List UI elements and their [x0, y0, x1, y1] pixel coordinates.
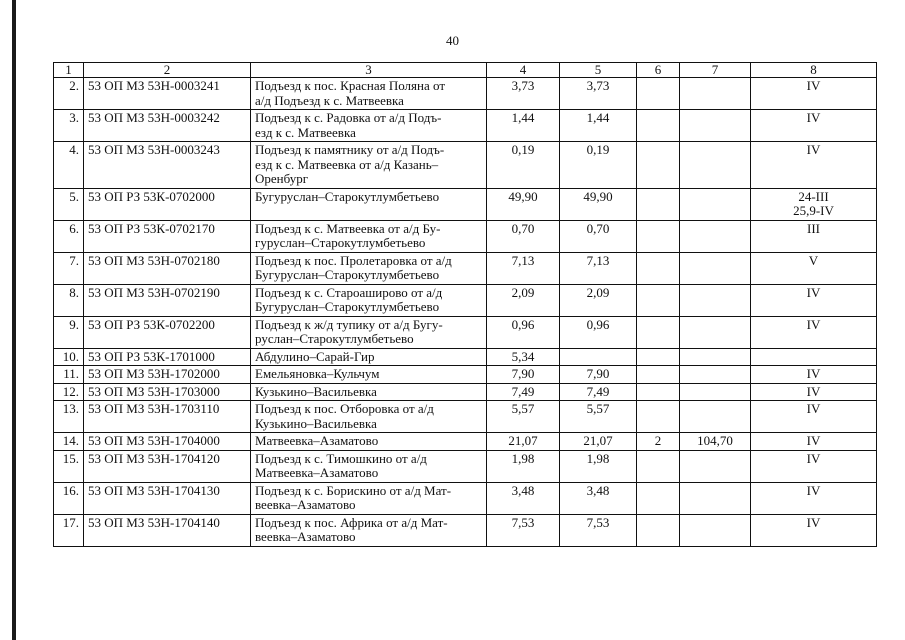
paved-length-cell: 7,13 — [560, 252, 637, 284]
lanes-cell — [637, 401, 680, 433]
row-number-cell: 6. — [54, 220, 84, 252]
road-name-cell: Подъезд к с. Матвеевка от а/д Бу- гуруслан–Старокутлумбетьево — [251, 220, 487, 252]
length-cell: 3,48 — [487, 482, 560, 514]
area-cell — [680, 110, 751, 142]
road-name-cell: Абдулино–Сарай-Гир — [251, 348, 487, 366]
area-cell — [680, 401, 751, 433]
lanes-cell — [637, 514, 680, 546]
road-name-cell: Подъезд к с. Тимошкино от а/д Матвеевка–Азаматово — [251, 450, 487, 482]
road-code-cell: 53 ОП РЗ 53К-0702170 — [84, 220, 251, 252]
category-cell: IV — [751, 450, 877, 482]
table-row — [54, 482, 877, 514]
road-code-cell: 53 ОП МЗ 53Н-1703000 — [84, 383, 251, 401]
road-code-cell: 53 ОП МЗ 53Н-0003242 — [84, 110, 251, 142]
paved-length-cell: 2,09 — [560, 284, 637, 316]
road-code-cell: 53 ОП МЗ 53Н-1704130 — [84, 482, 251, 514]
area-cell — [680, 514, 751, 546]
paved-length-cell: 1,98 — [560, 450, 637, 482]
category-cell: IV — [751, 366, 877, 384]
road-name-cell: Подъезд к ж/д тупику от а/д Бугу- руслан–Старокутлумбетьево — [251, 316, 487, 348]
row-number-cell: 17. — [54, 514, 84, 546]
length-cell: 7,13 — [487, 252, 560, 284]
road-code-cell: 53 ОП РЗ 53К-0702000 — [84, 188, 251, 220]
area-cell — [680, 284, 751, 316]
lanes-cell — [637, 450, 680, 482]
header-cell: 7 — [680, 63, 751, 78]
table-row — [54, 366, 877, 384]
road-name-cell: Бугуруслан–Старокутлумбетьево — [251, 188, 487, 220]
paved-length-cell: 0,19 — [560, 142, 637, 189]
category-cell — [751, 348, 877, 366]
table-row — [54, 316, 877, 348]
road-code-cell: 53 ОП МЗ 53Н-0702190 — [84, 284, 251, 316]
table-row — [54, 252, 877, 284]
area-cell: 104,70 — [680, 433, 751, 451]
roads-table — [53, 62, 877, 547]
road-name-cell: Подъезд к с. Староаширово от а/д Бугуруслан–Старокутлумбетьево — [251, 284, 487, 316]
lanes-cell — [637, 348, 680, 366]
length-cell: 21,07 — [487, 433, 560, 451]
table-row — [54, 383, 877, 401]
length-cell: 0,19 — [487, 142, 560, 189]
table-header-row — [54, 63, 877, 78]
table-row — [54, 401, 877, 433]
length-cell: 49,90 — [487, 188, 560, 220]
road-code-cell: 53 ОП МЗ 53Н-0003241 — [84, 78, 251, 110]
row-number-cell: 8. — [54, 284, 84, 316]
length-cell: 3,73 — [487, 78, 560, 110]
row-number-cell: 14. — [54, 433, 84, 451]
lanes-cell — [637, 284, 680, 316]
area-cell — [680, 450, 751, 482]
row-number-cell: 7. — [54, 252, 84, 284]
table-row — [54, 514, 877, 546]
category-cell: IV — [751, 78, 877, 110]
paved-length-cell: 3,73 — [560, 78, 637, 110]
road-name-cell: Подъезд к памятнику от а/д Подъ- езд к с. Матвеевка от а/д Казань– Оренбург — [251, 142, 487, 189]
lanes-cell — [637, 482, 680, 514]
road-code-cell: 53 ОП МЗ 53Н-1703110 — [84, 401, 251, 433]
road-name-cell: Подъезд к с. Борискино от а/д Мат- веевка–Азаматово — [251, 482, 487, 514]
row-number-cell: 5. — [54, 188, 84, 220]
table-row — [54, 142, 877, 189]
length-cell: 1,44 — [487, 110, 560, 142]
lanes-cell — [637, 188, 680, 220]
row-number-cell: 11. — [54, 366, 84, 384]
length-cell: 5,34 — [487, 348, 560, 366]
lanes-cell — [637, 78, 680, 110]
length-cell: 0,96 — [487, 316, 560, 348]
category-cell: IV — [751, 110, 877, 142]
area-cell — [680, 252, 751, 284]
length-cell: 7,53 — [487, 514, 560, 546]
road-name-cell: Подъезд к пос. Пролетаровка от а/д Бугуруслан–Старокутлумбетьево — [251, 252, 487, 284]
category-cell: IV — [751, 433, 877, 451]
lanes-cell — [637, 220, 680, 252]
paved-length-cell: 7,53 — [560, 514, 637, 546]
table-row — [54, 188, 877, 220]
lanes-cell: 2 — [637, 433, 680, 451]
road-code-cell: 53 ОП МЗ 53Н-1702000 — [84, 366, 251, 384]
road-name-cell: Кузькино–Васильевка — [251, 383, 487, 401]
paved-length-cell: 7,90 — [560, 366, 637, 384]
category-cell: III — [751, 220, 877, 252]
paved-length-cell: 49,90 — [560, 188, 637, 220]
paved-length-cell: 1,44 — [560, 110, 637, 142]
length-cell: 5,57 — [487, 401, 560, 433]
paved-length-cell: 21,07 — [560, 433, 637, 451]
length-cell: 7,49 — [487, 383, 560, 401]
road-name-cell: Подъезд к пос. Красная Поляна от а/д Подъезд к с. Матвеевка — [251, 78, 487, 110]
category-cell: IV — [751, 383, 877, 401]
area-cell — [680, 482, 751, 514]
category-cell: IV — [751, 284, 877, 316]
category-cell: IV — [751, 142, 877, 189]
lanes-cell — [637, 110, 680, 142]
paved-length-cell: 5,57 — [560, 401, 637, 433]
length-cell: 2,09 — [487, 284, 560, 316]
area-cell — [680, 78, 751, 110]
header-cell: 5 — [560, 63, 637, 78]
area-cell — [680, 316, 751, 348]
header-cell: 1 — [54, 63, 84, 78]
road-code-cell: 53 ОП МЗ 53Н-0702180 — [84, 252, 251, 284]
header-cell: 6 — [637, 63, 680, 78]
row-number-cell: 10. — [54, 348, 84, 366]
lanes-cell — [637, 142, 680, 189]
road-name-cell: Подъезд к пос. Отборовка от а/д Кузькино–Васильевка — [251, 401, 487, 433]
header-cell: 8 — [751, 63, 877, 78]
area-cell — [680, 142, 751, 189]
length-cell: 0,70 — [487, 220, 560, 252]
road-code-cell: 53 ОП РЗ 53К-1701000 — [84, 348, 251, 366]
table-row — [54, 450, 877, 482]
table-row — [54, 348, 877, 366]
table-row — [54, 78, 877, 110]
lanes-cell — [637, 383, 680, 401]
table-row — [54, 220, 877, 252]
category-cell: IV — [751, 482, 877, 514]
road-code-cell: 53 ОП МЗ 53Н-1704000 — [84, 433, 251, 451]
length-cell: 7,90 — [487, 366, 560, 384]
table-row — [54, 110, 877, 142]
paved-length-cell: 7,49 — [560, 383, 637, 401]
length-cell: 1,98 — [487, 450, 560, 482]
area-cell — [680, 383, 751, 401]
lanes-cell — [637, 366, 680, 384]
row-number-cell: 4. — [54, 142, 84, 189]
area-cell — [680, 220, 751, 252]
road-code-cell: 53 ОП МЗ 53Н-1704120 — [84, 450, 251, 482]
paved-length-cell — [560, 348, 637, 366]
row-number-cell: 9. — [54, 316, 84, 348]
area-cell — [680, 188, 751, 220]
table-row — [54, 284, 877, 316]
scan-edge-bar — [12, 0, 16, 640]
category-cell: 24-III 25,9-IV — [751, 188, 877, 220]
lanes-cell — [637, 252, 680, 284]
road-code-cell: 53 ОП МЗ 53Н-1704140 — [84, 514, 251, 546]
header-cell: 3 — [251, 63, 487, 78]
page-number: 40 — [446, 33, 459, 48]
category-cell: IV — [751, 514, 877, 546]
header-cell: 2 — [84, 63, 251, 78]
lanes-cell — [637, 316, 680, 348]
row-number-cell: 2. — [54, 78, 84, 110]
road-name-cell: Емельяновка–Кульчум — [251, 366, 487, 384]
paved-length-cell: 0,96 — [560, 316, 637, 348]
road-name-cell: Подъезд к с. Радовка от а/д Подъ- езд к с. Матвеевка — [251, 110, 487, 142]
area-cell — [680, 366, 751, 384]
paved-length-cell: 0,70 — [560, 220, 637, 252]
road-name-cell: Подъезд к пос. Африка от а/д Мат- веевка–Азаматово — [251, 514, 487, 546]
row-number-cell: 3. — [54, 110, 84, 142]
row-number-cell: 12. — [54, 383, 84, 401]
road-code-cell: 53 ОП МЗ 53Н-0003243 — [84, 142, 251, 189]
category-cell: IV — [751, 316, 877, 348]
area-cell — [680, 348, 751, 366]
row-number-cell: 15. — [54, 450, 84, 482]
category-cell: IV — [751, 401, 877, 433]
header-cell: 4 — [487, 63, 560, 78]
row-number-cell: 13. — [54, 401, 84, 433]
table-row — [54, 433, 877, 451]
road-code-cell: 53 ОП РЗ 53К-0702200 — [84, 316, 251, 348]
road-name-cell: Матвеевка–Азаматово — [251, 433, 487, 451]
paved-length-cell: 3,48 — [560, 482, 637, 514]
row-number-cell: 16. — [54, 482, 84, 514]
category-cell: V — [751, 252, 877, 284]
